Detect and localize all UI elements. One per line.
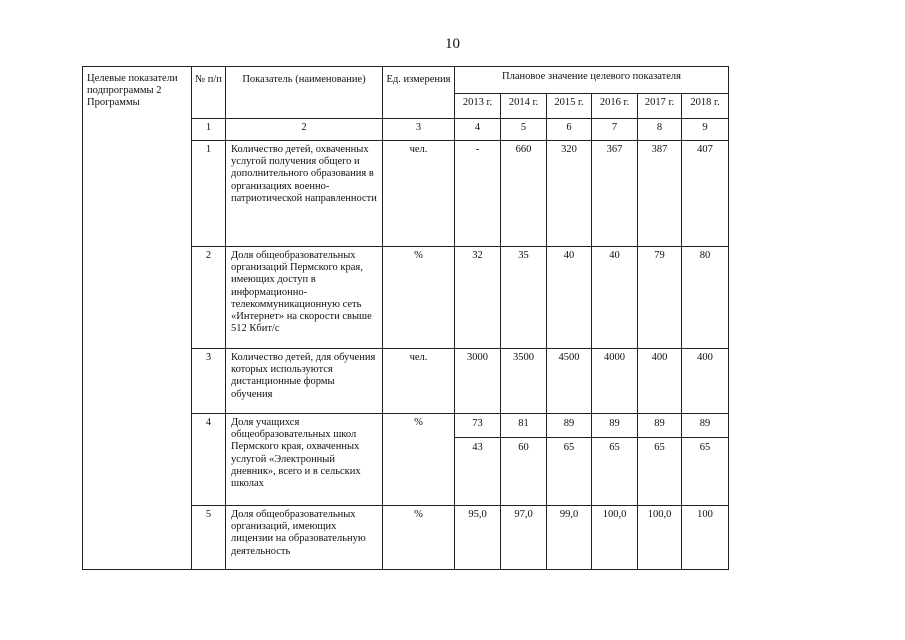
row-number: 5 <box>192 506 226 570</box>
indicator-unit: % <box>383 247 455 349</box>
year-2015: 2015 г. <box>547 94 592 119</box>
row-number: 2 <box>192 247 226 349</box>
value-2018: 80 <box>682 247 729 349</box>
header-indicator: Показатель (наименование) <box>226 67 383 119</box>
year-2014: 2014 г. <box>501 94 547 119</box>
value-2016: 4000 <box>592 349 638 414</box>
indicator-name: Доля учащихся общеобразовательных школ Пермского края, охваченных услугой «Электронный дневник», всего и в сельских школах <box>226 414 383 506</box>
value-2016: 100,0 <box>592 506 638 570</box>
column-number: 7 <box>592 119 638 141</box>
indicator-unit: % <box>383 506 455 570</box>
value-2013: - <box>455 141 501 247</box>
value-2017: 79 <box>638 247 682 349</box>
page-number: 10 <box>445 36 460 52</box>
value-2016-total: 89 <box>592 414 638 438</box>
value-2017-total: 89 <box>638 414 682 438</box>
value-2017: 100,0 <box>638 506 682 570</box>
value-2015: 4500 <box>547 349 592 414</box>
value-2016: 40 <box>592 247 638 349</box>
value-2013-total: 73 <box>455 414 501 438</box>
year-2016: 2016 г. <box>592 94 638 119</box>
goal-label-cell: Целевые показатели подпрограммы 2 Программы <box>83 67 192 570</box>
value-2018: 407 <box>682 141 729 247</box>
header-number: № п/п <box>192 67 226 119</box>
header-planned: Плановое значение целевого показателя <box>455 67 729 94</box>
value-2018-rural: 65 <box>682 438 729 506</box>
year-2013: 2013 г. <box>455 94 501 119</box>
value-2015-total: 89 <box>547 414 592 438</box>
value-2014: 35 <box>501 247 547 349</box>
value-2014: 660 <box>501 141 547 247</box>
value-2017: 400 <box>638 349 682 414</box>
indicator-name: Доля общеобразовательных организаций, имеющих лицензии на образовательную деятельность <box>226 506 383 570</box>
year-2017: 2017 г. <box>638 94 682 119</box>
value-2015-rural: 65 <box>547 438 592 506</box>
indicator-unit: чел. <box>383 141 455 247</box>
value-2018-total: 89 <box>682 414 729 438</box>
value-2014: 97,0 <box>501 506 547 570</box>
column-number: 4 <box>455 119 501 141</box>
indicator-name: Доля общеобразовательных организаций Пермского края, имеющих доступ в информационно-телекоммуникационную сеть «Интернет» на скорости свыше 512 Кбит/с <box>226 247 383 349</box>
indicators-table <box>82 66 729 570</box>
value-2013: 32 <box>455 247 501 349</box>
year-2018: 2018 г. <box>682 94 729 119</box>
value-2014: 3500 <box>501 349 547 414</box>
column-number: 6 <box>547 119 592 141</box>
column-number: 9 <box>682 119 729 141</box>
value-2017-rural: 65 <box>638 438 682 506</box>
value-2018: 100 <box>682 506 729 570</box>
value-2014-total: 81 <box>501 414 547 438</box>
row-number: 1 <box>192 141 226 247</box>
value-2013: 95,0 <box>455 506 501 570</box>
value-2017: 387 <box>638 141 682 247</box>
value-2013: 3000 <box>455 349 501 414</box>
value-2016-rural: 65 <box>592 438 638 506</box>
value-2016: 367 <box>592 141 638 247</box>
indicator-name: Количество детей, охваченных услугой получения общего и дополнительного образования в организациях военно-патриотической направленности <box>226 141 383 247</box>
value-2013-rural: 43 <box>455 438 501 506</box>
row-number: 4 <box>192 414 226 506</box>
header-unit: Ед. измерения <box>383 67 455 119</box>
indicator-unit: % <box>383 414 455 506</box>
column-number: 3 <box>383 119 455 141</box>
column-number: 8 <box>638 119 682 141</box>
row-number: 3 <box>192 349 226 414</box>
value-2015: 40 <box>547 247 592 349</box>
indicator-name: Количество детей, для обучения которых используются дистанционные формы обучения <box>226 349 383 414</box>
value-2018: 400 <box>682 349 729 414</box>
column-number: 2 <box>226 119 383 141</box>
value-2014-rural: 60 <box>501 438 547 506</box>
indicator-unit: чел. <box>383 349 455 414</box>
value-2015: 99,0 <box>547 506 592 570</box>
column-number: 5 <box>501 119 547 141</box>
value-2015: 320 <box>547 141 592 247</box>
column-number: 1 <box>192 119 226 141</box>
